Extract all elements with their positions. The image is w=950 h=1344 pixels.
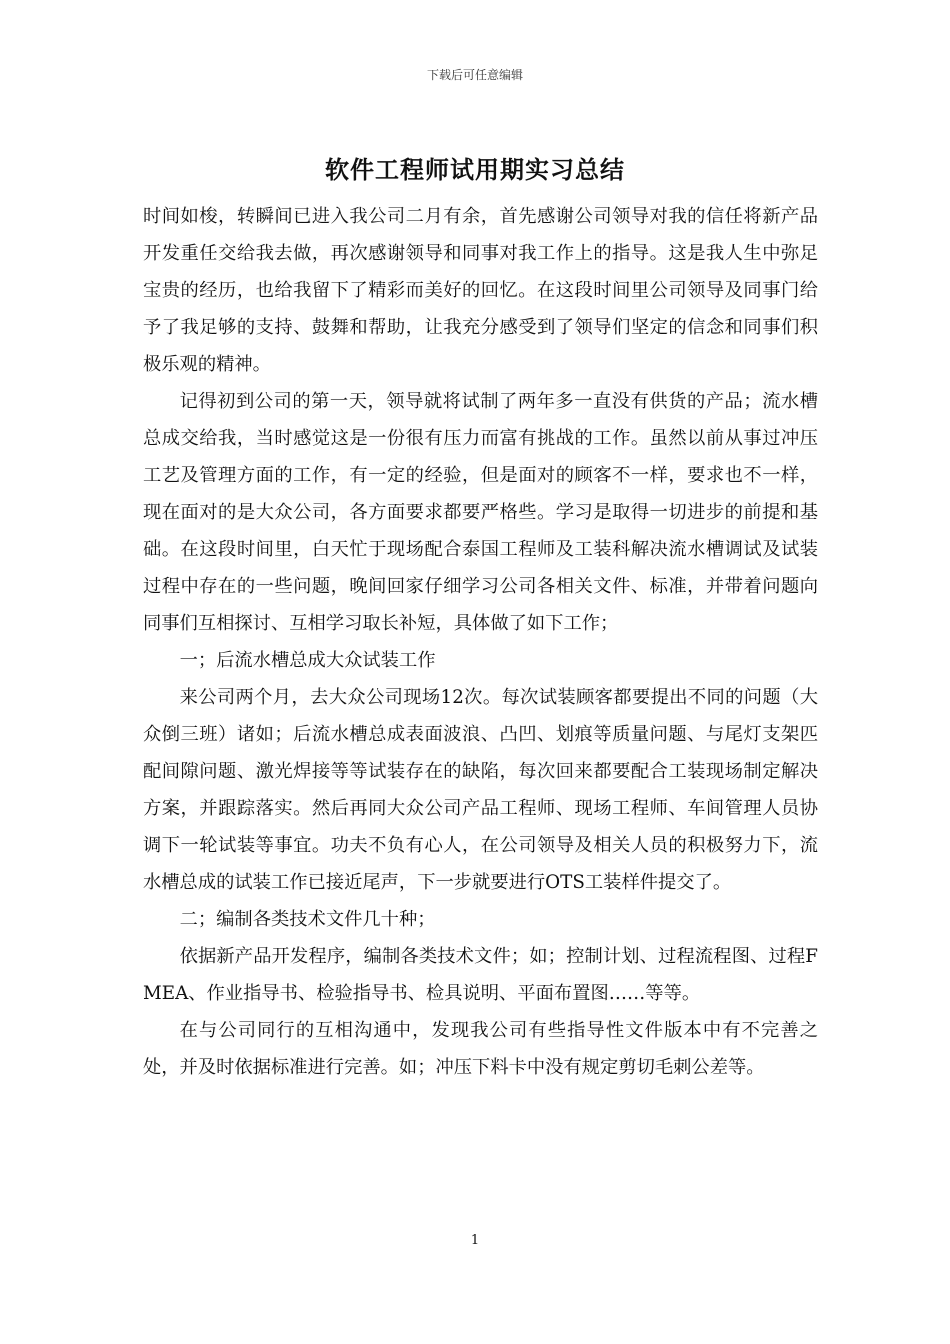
- page-number: 1: [470, 1233, 480, 1248]
- paragraph-trial-assembly: 来公司两个月，去大众公司现场12次。每次试装顾客都要提出不同的问题（大众倒三班）诸如；后流水槽总成表面波浪、凸凹、划痕等质量问题、与尾灯支架匹配间隙问题、激光焊接等等试装存在的缺陷，每次回来都要配合工装现场制定解决方案，并跟踪落实。然后再同大众公司产品工程师、现场工程师、车间管理人员协调下一轮试装等事宜。功夫不负有心人，在公司领导及相关人员的积极努力下，流水槽总成的试装工作已接近尾声，下一步就要进行OTS工装样件提交了。: [143, 687, 818, 893]
- section-heading-2: 二；编制各类技术文件几十种；: [179, 909, 436, 930]
- document-body: [143, 198, 818, 1086]
- paragraph-tech-docs: 依据新产品开发程序，编制各类技术文件；如；控制计划、过程流程图、过程FMEA、作业指导书、检验指导书、检具说明、平面布置图……等等。: [143, 946, 818, 1004]
- paragraph-intro: 时间如梭，转瞬间已进入我公司二月有余，首先感谢公司领导对我的信任将新产品开发重任交给我去做，再次感谢领导和同事对我工作上的指导。这是我人生中弥足宝贵的经历，也给我留下了精彩而美好的回忆。在这段时间里公司领导及同事门给予了我足够的支持、鼓舞和帮助，让我充分感受到了领导们坚定的信念和同事们积极乐观的精神。: [143, 206, 818, 375]
- paragraph-improvements: 在与公司同行的互相沟通中，发现我公司有些指导性文件版本中有不完善之处，并及时依据标准进行完善。如；冲压下料卡中没有规定剪切毛刺公差等。: [143, 1020, 818, 1078]
- paragraph-first-day: 记得初到公司的第一天，领导就将试制了两年多一直没有供货的产品；流水槽总成交给我，当时感觉这是一份很有压力而富有挑战的工作。虽然以前从事过冲压工艺及管理方面的工作，有一定的经验，但是面对的顾客不一样，要求也不一样，现在面对的是大众公司，各方面要求都要严格些。学习是取得一切进步的前提和基础。在这段时间里，白天忙于现场配合泰国工程师及工装科解决流水槽调试及试装过程中存在的一些问题，晚间回家仔细学习公司各相关文件、标准，并带着问题向同事们互相探讨、互相学习取长补短，具体做了如下工作；: [143, 391, 818, 634]
- page-header-note: 下载后可任意编辑: [426, 68, 523, 82]
- document-title: 软件工程师试用期实习总结: [325, 155, 625, 184]
- section-heading-1: 一；后流水槽总成大众试装工作: [179, 650, 436, 671]
